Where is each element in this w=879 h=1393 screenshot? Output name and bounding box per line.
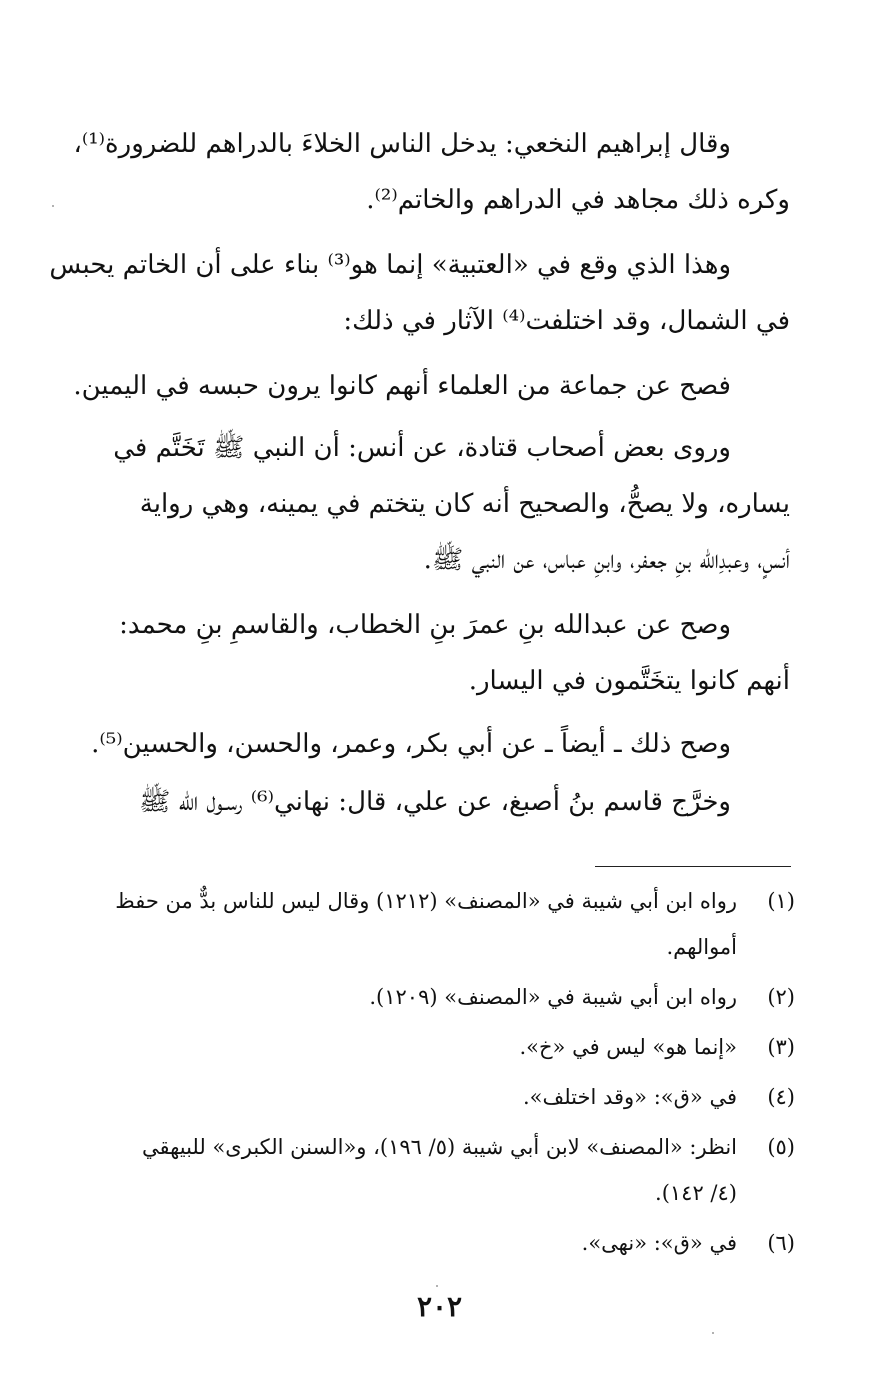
footnote-number: (٤)	[767, 1085, 795, 1109]
footnote-number: (٢)	[767, 985, 795, 1009]
body-line-9: وصح عن عبدالله بنِ عمرَ بنِ الخطاب، والقاسمِ بنِ محمد:	[119, 610, 731, 640]
body-line-8: أنسٍ، وعبدِالله بنِ جعفر، وابنِ عباس، عن النبي ﷺ.	[423, 545, 790, 575]
footnote-6	[80, 1226, 795, 1260]
body-line-1: وقال إبراهيم النخعي: يدخل الناس الخلاءَ بالدراهم للضرورة⁽¹⁾،	[73, 129, 731, 159]
footnote-number: (١)	[767, 889, 795, 913]
footnote-3	[80, 1030, 795, 1064]
body-line-12: وخرَّج قاسم بنُ أصبغ، عن علي، قال: نهاني⁽⁶⁾ رسـول الله ﷺ	[139, 787, 731, 817]
body-line-2: وكره ذلك مجاهد في الدراهم والخاتم⁽²⁾.	[366, 185, 790, 215]
scan-speck	[712, 1332, 714, 1334]
footnote-number: (٥)	[767, 1135, 795, 1159]
scan-speck	[52, 205, 54, 207]
footnote-number: (٣)	[767, 1035, 795, 1059]
body-line-6: وروى بعض أصحاب قتادة، عن أنس: أن النبي ﷺ تَخَتَّم في	[113, 433, 731, 463]
scan-speck	[436, 1285, 438, 1287]
page-number: ٢٠٢	[416, 1290, 463, 1323]
footnote-separator	[595, 866, 791, 867]
footnote-5-continuation	[80, 1176, 795, 1210]
footnote-text: رواه ابن أبي شيبة في «المصنف» (١٢٠٩).	[369, 985, 737, 1009]
footnote-text: (٤/ ١٤٢).	[655, 1181, 737, 1205]
footnote-text: «إنما هو» ليس في «خ».	[519, 1035, 737, 1059]
footnote-1-continuation	[80, 930, 795, 964]
footnote-1	[80, 884, 795, 918]
body-line-3: وهذا الذي وقع في «العتبية» إنما هو⁽³⁾ بناء على أن الخاتم يحبس	[49, 250, 731, 280]
footnote-5	[80, 1130, 795, 1164]
body-line-11: وصح ذلك ـ أيضاً ـ عن أبي بكر، وعمر، والحسن، والحسين⁽⁵⁾.	[91, 729, 731, 759]
footnote-2	[80, 980, 795, 1014]
footnote-4	[80, 1080, 795, 1114]
footnote-number: (٦)	[767, 1231, 795, 1255]
body-line-4: في الشمال، وقد اختلفت⁽⁴⁾ الآثار في ذلك:	[343, 306, 790, 336]
footnote-text: رواه ابن أبي شيبة في «المصنف» (١٢١٢) وقال ليس للناس بدٌّ من حفظ	[115, 889, 737, 913]
footnote-text: انظر: «المصنف» لابن أبي شيبة (٥/ ١٩٦)، و«السنن الكبرى» للبيهقي	[141, 1135, 737, 1159]
footnote-text: أموالهم.	[666, 935, 737, 959]
body-line-7: يساره، ولا يصحُّ، والصحيح أنه كان يتختم في يمينه، وهي رواية	[139, 489, 790, 519]
body-line-5: فصح عن جماعة من العلماء أنهم كانوا يرون حبسه في اليمين.	[73, 371, 731, 401]
footnote-text: في «ق»: «وقد اختلف».	[522, 1085, 737, 1109]
body-line-10: أنهم كانوا يتخَتَّمون في اليسار.	[468, 666, 790, 696]
footnote-text: في «ق»: «نهى».	[581, 1231, 737, 1255]
